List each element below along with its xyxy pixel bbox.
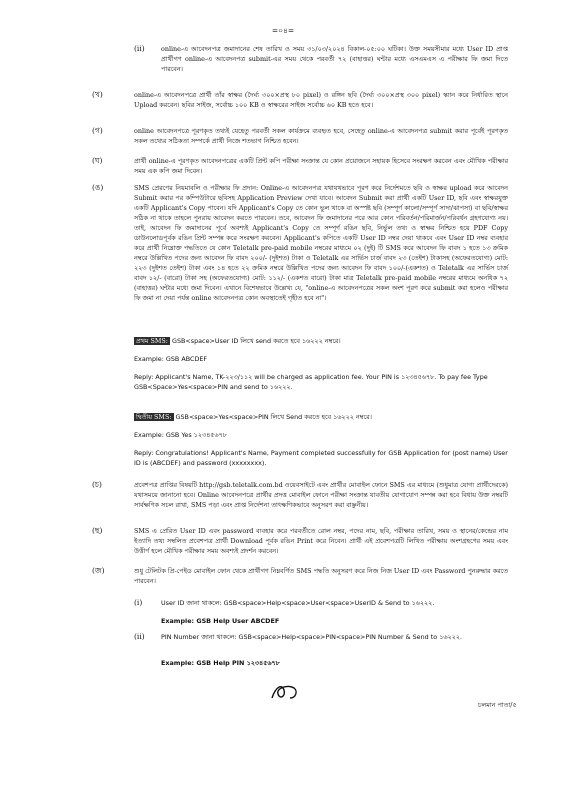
item-text: SMS এ প্রেরিত User ID এবং password ব্যবহার করে পরবর্তীতে রোল নম্বর, পদের নাম, ছবি, পরীক্ষার তারিখ, সময় ও স্থানের/কেন্দ্রের নাম ইত্যাদি তথ্য সম্বলিত প্রবেশপত্র প্রার্থী Download পূর্বক রঙিন Print করে নিবেন। প্রার্থী এই প্রবেশপত্রটি লিখিত পরীক্ষায় অংশগ্রহণের সময় এবং উত্তীর্ণ হলে মৌখিক পরীক্ষার সময় অবশ্যই প্রদর্শন করবেন। — [134, 527, 508, 555]
item-text: User ID জানা থাকলে: GSB<space>Help<space>User<space>UserID & Send to ১৬২২২. — [161, 599, 435, 607]
second-sms-tag: দ্বিতীয় SMS: — [136, 413, 172, 421]
second-sms-block — [134, 412, 508, 468]
second-sms-example: Example: GSB Yes ১২৩৪৫৬৭৮ — [134, 431, 227, 439]
page-number: =০৪= — [271, 26, 295, 35]
item-label: (চ) — [92, 480, 102, 489]
item-text: শুধু টেলিটক প্রি-পেইড মোবাইল ফোন থেকে প্রার্থীগণ নিম্নবর্ণিত SMS পদ্ধতি অনুসরণ করে নিজ নিজ User ID এবং Password পুনরুদ্ধার করতে পারবেন। — [134, 567, 508, 585]
first-sms-example: Example: GSB ABCDEF — [134, 355, 208, 363]
item-text: online আবেদনপত্রে পূরণকৃত তথ্যই যেহেতু পরবর্তী সকল কার্যক্রমে ব্যবহৃত হবে, সেহেতু online-এ আবেদনপত্র submit করার পূর্বেই পূরণকৃত সকল তথ্যের সঠিকতা সম্পর্কে প্রার্থী নিজে শতভাগ নিশ্চিত হবেন। — [134, 127, 508, 145]
item-label: (ii) — [134, 44, 145, 53]
second-sms-text: GSB<space>Yes<space>PIN লিখে Send করতে হবে ১৬২২২ নম্বরে। — [175, 413, 372, 421]
item-text: online-এ আবেদনপত্রে প্রার্থী তাঁর স্বাক্ষর (দৈর্ঘ্য ৩০০×প্রস্থ ৮০ pixel) ও রঙ্গিন ছবি (দৈর্ঘ্য ৩০০×প্রস্থ ৩০০ pixel) স্ক্যান করে নির্ধারিত স্থানে Upload করবেন। ছবির সাইজ, সর্বোচ্চ ১০০ KB ও স্বাক্ষরের সাইজ সর্বোচ্চ ৬০ KB হতে হবে। — [134, 91, 508, 109]
item-label: (ঙ) — [92, 183, 104, 192]
first-sms-block — [134, 336, 508, 392]
first-sms-tag: প্রথম SMS: — [136, 337, 168, 345]
first-sms-reply: Reply: Applicant's Name, TK-২২৩/১১২ will be charged as application fee. Your PIN is ১২৩৪৫৬৭৮. To pay fee Type GSB<Space>Yes<space>PIN and send to ১৬২২২. — [134, 373, 488, 391]
item-label: (খ) — [92, 90, 103, 99]
item-text: PIN Number জানা থাকলে: GSB<space>Help<space>PIN<space>PIN Number & Send to ১৬২২২. — [161, 633, 462, 641]
item-label: (ছ) — [92, 526, 103, 535]
continued-note: চলমান পাতা/৫ — [478, 701, 517, 709]
first-sms-text: GSB<space>User ID লিখে send করতে হবে ১৬২২২ নম্বরে। — [172, 337, 341, 345]
item-text: প্রার্থী online-এ পূরণকৃত আবেদনপত্রের একটি প্রিন্ট কপি পরীক্ষা সংক্রান্ত যে কোন প্রয়োজনে সহায়ক হিসেবে সংরক্ষণ করবেন এবং মৌখিক পরীক্ষার সময় এক কপি জমা দিবেন। — [134, 157, 508, 175]
second-sms-reply: Reply: Congratulations! Applicant's Name, Payment completed successfully for GSB Application for (post name) User ID is (ABCDEF) and password (xxxxxxxx). — [134, 449, 508, 467]
signature-mark — [268, 680, 302, 704]
item-example: Example: GSB Help PIN ১২৩৪৫৬৭৮ — [161, 659, 280, 667]
item-example: Example: GSB Help User ABCDEF — [161, 617, 280, 625]
item-text: প্রবেশপত্র প্রাপ্তির বিষয়টি http://gsb.teletalk.com.bd ওয়েবসাইটে এবং প্রার্থীর মোবাইল ফোনে SMS এর মাধ্যমে (শুধুমাত্র যোগ্য প্রার্থীদেরকে) যথাসময়ে জানানো হবে। Online আবেদনপত্রে প্রার্থীর প্রদত্ত মোবাইল ফোনে পরীক্ষা সংক্রান্ত যাবতীয় যোগাযোগ সম্পন্ন করা হবে বিধায় উক্ত নম্বরটি সার্বক্ষণিক সচল রাখা, SMS পড়া এবং প্রাপ্ত নির্দেশনা তাৎক্ষণিকভাবে অনুসরণ করা বাঞ্ছনীয়। — [134, 481, 508, 509]
item-text: SMS প্রেরণের নিয়মাবলি ও পরীক্ষার ফি প্রদান: Online-এ আবেদনপত্র যথাযথভাবে পূরণ করে নির্দেশমতে ছবি ও স্বাক্ষর upload করে আবেদন Submit করার পর কম্পিউটারে ছবিসহ Application Preview দেখা যাবে। আবেদন Submit করা প্রার্থী একটি User ID, ছবি এবং স্বাক্ষরযুক্ত একটি Applicant's Copy পাবেন। যদি Applicant's Copy তে কোন ভুল থাকে বা অস্পষ্ট ছবি (সম্পূর্ণ কালো/সম্পূর্ণ সাদা/ঝাপসা) বা ছবি/স্বাক্ষর সঠিক না থাকে তাহলে পুনরায় আবেদন করতে পারবেন। তবে, আবেদন ফি জমাদানের পরে আর কোন পরিবর্তন/পরিমার্জন/পরিবর্ধন গ্রহণযোগ্য নয়। তাই, আবেদন ফি জমাদানের পূর্বে অবশ্যই Applicant's Copy তে সম্পূর্ণ রঙিন ছবি, নির্ভুল তথ্য ও স্বাক্ষর নিশ্চিত হয়ে PDF Copy ডাউনলোডপূর্বক রঙিন প্রিন্ট সম্পন্ন করে সংরক্ষণ করবেন। Applicant's কপিতে একটি User ID নম্বর দেয়া থাকবে এবং User ID নম্বর ব্যবহার করে প্রার্থী নিম্নোক্ত পদ্ধতিতে যে কোন Teletalk pre-paid mobile নম্বরের মাধ্যমে ০২ (দুই) টি SMS করে আবেদন ফি বাবদ ১ হতে ১৩ ক্রমিক নম্বরে উল্লিখিত পদের জন্য আবেদন ফি বাবদ ২০০/- (দুইশত) টাকা ও Teletalk এর সার্ভিস চার্জ বাবদ ২৩ (তেইশ) টাকাসহ (অফেরতযোগ্য) মোট: ২২৩ (দুইশত তেইশ) টাকা এবং ১৪ হতে ২২ ক্রমিক নম্বরে উল্লিখিত পদের জন্য আবেদন ফি বাবদ ১০০/-(একশত) ও Teletalk এর সার্ভিস চার্জ বাবদ ১২/- (বারো) টাকা সহ (অফেরতযোগ্য) মোট: ১১২/- (একশত বারো) টাকা মাত্র Teletalk pre-paid mobile নম্বরের মাধ্যমে অনধিক ৭২ (বাহাত্তর) ঘন্টার মধ্যে জমা দিবেন। এখানে বিশেষভাবে উল্লেখ্য যে, "online-এ আবেদনপত্রের সকল অংশ পূরণ করে submit করা হলেও পরীক্ষার ফি জমা না দেয়া পর্যন্ত online আবেদনপত্র কোন অবস্থাতেই গৃহীত হবে না"। — [134, 184, 508, 302]
item-label: (ii) — [134, 632, 145, 641]
signature — [268, 680, 302, 708]
item-label: (গ) — [92, 126, 103, 135]
item-label: (জ) — [92, 566, 105, 575]
item-label: (i) — [134, 598, 143, 607]
item-text: online-এ আবেদনপত্র জমাদানের শেষ তারিখ ও সময় ৩১/০৩/২০২৪ বিকাল-০৫:০০ ঘটিকা। উক্ত সময়সীমার মধ্যে User ID প্রাপ্ত প্রার্থীগণ online-এ আবেদনপত্র submit-এর সময় থেকে পরবর্তী ৭২ (বাহাত্তর) ঘন্টার মধ্যে এসএমএস এ পরীক্ষার ফি জমা দিতে পারবেন। — [161, 45, 508, 73]
item-label: (ঘ) — [92, 156, 103, 165]
